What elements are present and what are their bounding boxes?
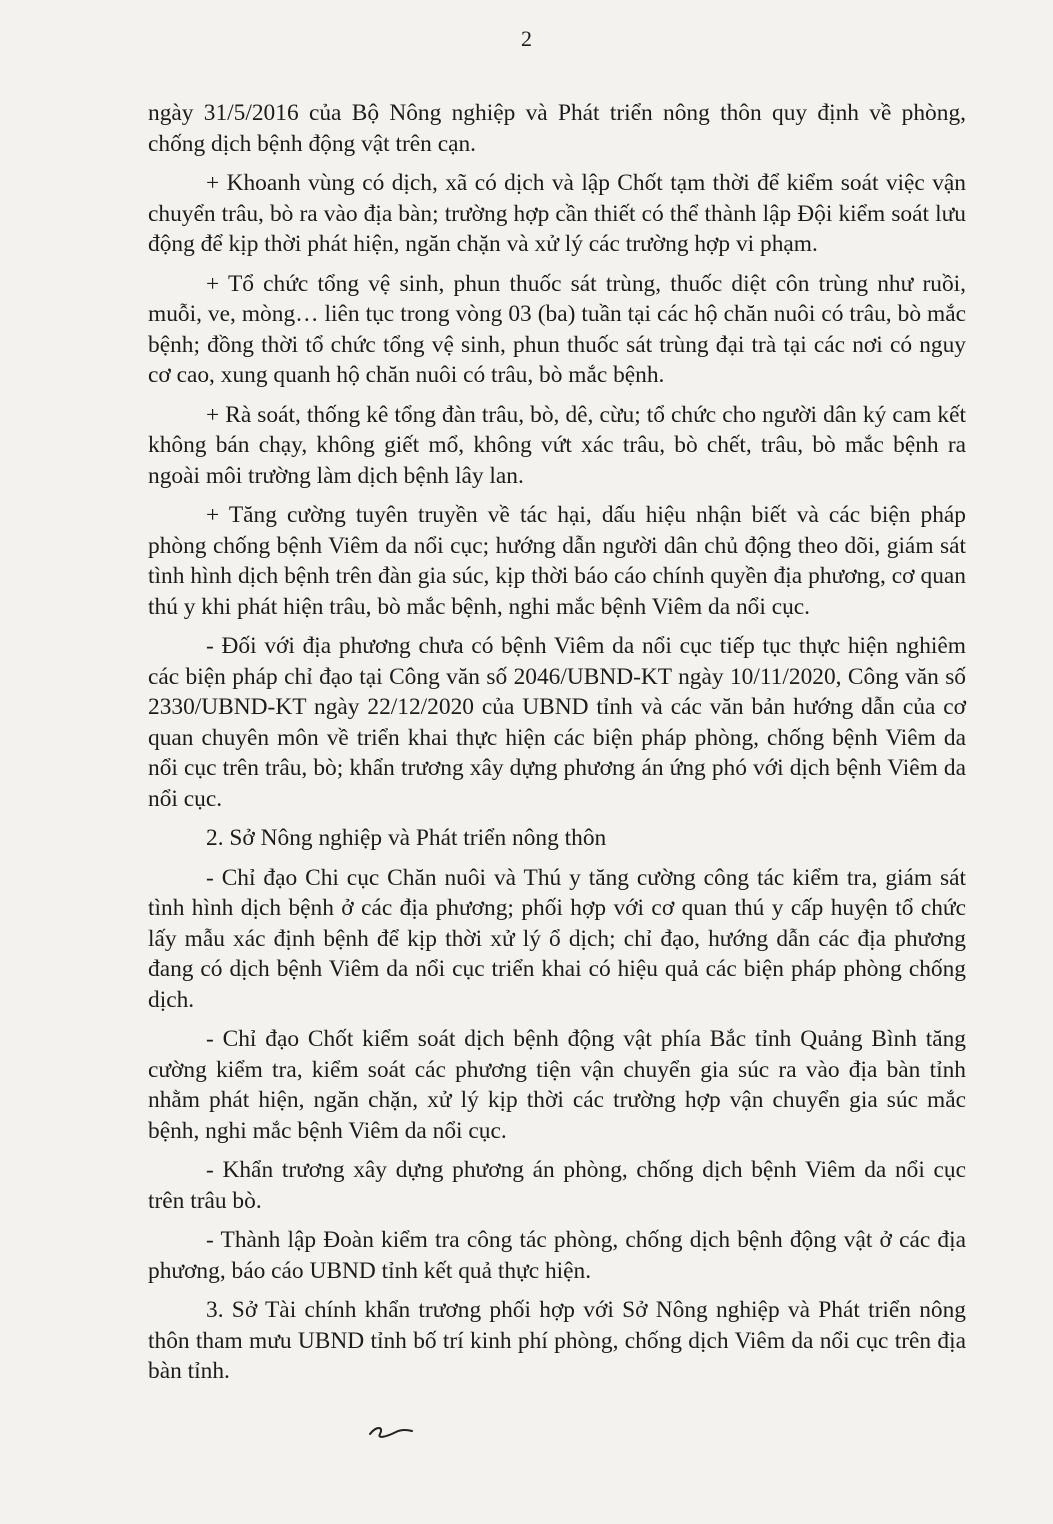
paragraph-prevention-plan: - Khẩn trương xây dựng phương án phòng, chống dịch bệnh Viêm da nổi cục trên trâu bò.	[148, 1157, 966, 1214]
section-heading-agriculture-dept: 2. Sở Nông nghiệp và Phát triển nông thôn	[206, 825, 607, 851]
document-body	[148, 98, 966, 1396]
paragraph-unaffected-localities: - Đối với địa phương chưa có bệnh Viêm da nổi cục tiếp tục thực hiện nghiêm các biện pháp chỉ đạo tại Công văn số 2046/UBND-KT ngày 10/11/2020, Công văn số 2330/UBND-KT ngày 22/12/2020 của UBND tỉnh và các văn bản hướng dẫn của cơ quan chuyên môn về triển khai thực hiện các biện pháp phòng, chống bệnh Viêm da nổi cục trên trâu, bò; khẩn trương xây dựng phương án ứng phó với dịch bệnh Viêm da nổi cục.	[148, 633, 966, 812]
paragraph-inspection-team: - Thành lập Đoàn kiểm tra công tác phòng, chống dịch bệnh động vật ở các địa phương, báo cáo UBND tỉnh kết quả thực hiện.	[148, 1227, 966, 1284]
paragraph-herd-census: + Rà soát, thống kê tổng đàn trâu, bò, dê, cừu; tổ chức cho người dân ký cam kết không bán chạy, không giết mổ, không vứt xác trâu, bò chết, trâu, bò mắc bệnh ra ngoài môi trường làm dịch bệnh lây lan.	[148, 401, 966, 489]
paragraph-disinfection: + Tổ chức tổng vệ sinh, phun thuốc sát trùng, thuốc diệt côn trùng như ruồi, muỗi, ve, mòng… liên tục trong vòng 03 (ba) tuần tại các hộ chăn nuôi có trâu, bò mắc bệnh; đồng thời tổ chức tổng vệ sinh, phun thuốc sát trùng đại trà tại các nơi có nguy cơ cao, xung quanh hộ chăn nuôi có trâu, bò mắc bệnh.	[148, 270, 966, 388]
paragraph-checkpoint-control: - Chỉ đạo Chốt kiểm soát dịch bệnh động vật phía Bắc tỉnh Quảng Bình tăng cường kiểm tra, kiểm soát các phương tiện vận chuyển gia súc ra vào địa bàn tỉnh nhằm phát hiện, ngăn chặn, xử lý kịp thời các trường hợp vận chuyển gia súc mắc bệnh, nghi mắc bệnh Viêm da nổi cục.	[148, 1026, 966, 1144]
page-number: 2	[521, 26, 532, 51]
initial-mark	[366, 1422, 416, 1442]
paragraph-continuation: ngày 31/5/2016 của Bộ Nông nghiệp và Phát triển nông thôn quy định về phòng, chống dịch bệnh động vật trên cạn.	[148, 100, 966, 157]
paragraph-veterinary-inspection: - Chỉ đạo Chi cục Chăn nuôi và Thú y tăng cường công tác kiểm tra, giám sát tình hình dịch bệnh ở các địa phương; phối hợp với cơ quan thú y cấp huyện tổ chức lấy mẫu xác định bệnh để kịp thời xử lý ổ dịch; chỉ đạo, hướng dẫn các địa phương đang có dịch bệnh Viêm da nổi cục triển khai có hiệu quả các biện pháp phòng chống dịch.	[148, 864, 966, 1013]
paragraph-propaganda: + Tăng cường tuyên truyền về tác hại, dấu hiệu nhận biết và các biện pháp phòng chống bệnh Viêm da nổi cục; hướng dẫn người dân chủ động theo dõi, giám sát tình hình dịch bệnh trên đàn gia súc, kịp thời báo cáo chính quyền địa phương, cơ quan thú y khi phát hiện trâu, bò mắc bệnh, nghi mắc bệnh Viêm da nổi cục.	[148, 502, 966, 620]
paragraph-quarantine-zone: + Khoanh vùng có dịch, xã có dịch và lập Chốt tạm thời để kiểm soát việc vận chuyển trâu, bò ra vào địa bàn; trường hợp cần thiết có thể thành lập Đội kiểm soát lưu động để kịp thời phát hiện, ngăn chặn và xử lý các trường hợp vi phạm.	[148, 170, 966, 257]
paragraph-finance-dept: 3. Sở Tài chính khẩn trương phối hợp với Sở Nông nghiệp và Phát triển nông thôn tham mưu UBND tỉnh bố trí kinh phí phòng, chống dịch Viêm da nổi cục trên địa bàn tỉnh.	[148, 1297, 966, 1384]
